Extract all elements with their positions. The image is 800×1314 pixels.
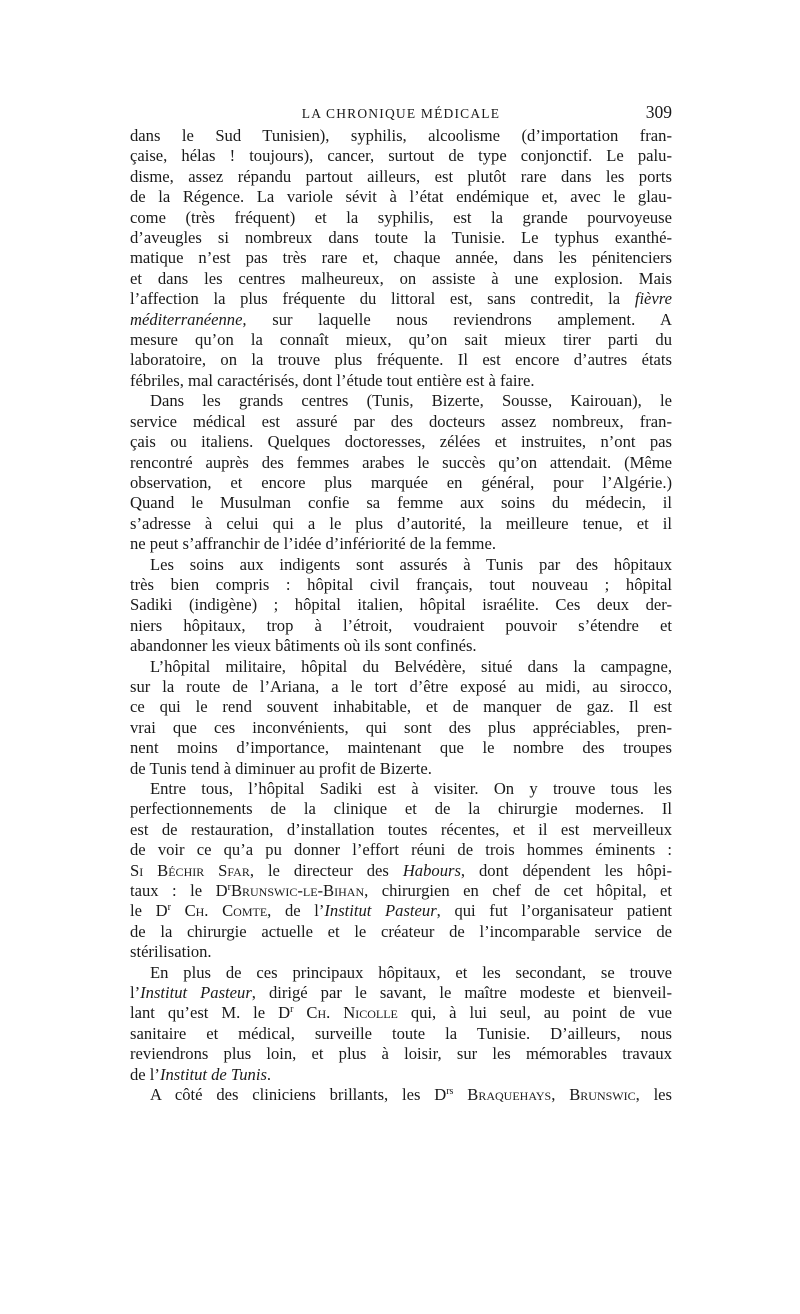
text-run: , de l’ <box>267 901 325 921</box>
text-line: de Tunis tend à diminuer au profit de Bizerte. <box>130 758 432 778</box>
italic-run: Institut de Tunis <box>159 1064 267 1084</box>
person-name: Brunswic <box>569 1085 636 1105</box>
paragraph-3 <box>130 555 672 657</box>
text-line: En plus de ces principaux hôpitaux, et les secondant, se trouve <box>150 962 672 982</box>
text-line: très bien compris : hôpital civil français, tout nouveau ; hôpital <box>130 574 672 594</box>
text-line <box>130 1003 672 1023</box>
text-line: Les soins aux indigents sont assurés à Tunis par des hôpitaux <box>150 554 672 574</box>
paragraph-7 <box>130 1085 672 1105</box>
text-line: ce qui le rend souvent inhabitable, et de manquer de gaz. Il est <box>130 697 672 717</box>
text-line: observation, et encore plus marquée en général, pour l’Algérie.) <box>130 472 672 492</box>
page-header <box>130 100 672 126</box>
person-name: Brunswic-le-Bihan <box>230 881 365 901</box>
text-line: stérilisation. <box>130 942 212 962</box>
text-line: çaise, hélas ! toujours), cancer, surtout de type conjonctif. Le palu- <box>130 146 672 166</box>
italic-run: Institut Pasteur <box>140 983 252 1003</box>
text-run: l’ <box>130 983 141 1003</box>
text-line: come (très fréquent) et la syphilis, est la grande pourvoyeuse <box>130 207 672 227</box>
text-run: , <box>551 1085 570 1105</box>
text-line <box>130 310 672 330</box>
paragraph-5 <box>130 779 672 963</box>
text-line <box>130 1065 672 1085</box>
text-run: , le directeur des <box>249 860 403 880</box>
text-line: çais ou italiens. Quelques doctoresses, zélées et instruites, n’ont pas <box>130 432 672 452</box>
text-run: taux : le D <box>130 881 228 901</box>
text-line: perfectionnements de la clinique et de la chirurgie modernes. Il <box>130 799 672 819</box>
text-run <box>293 1003 306 1022</box>
person-name: Ch. Nicolle <box>306 1003 398 1023</box>
text-line: de la Régence. La variole sévit à l’état endémique et, avec le glau- <box>130 187 672 207</box>
text-line: Quand le Musulman confie sa femme aux soins du médecin, il <box>130 493 672 513</box>
text-line <box>130 289 672 309</box>
text-line: et dans les centres malheureux, on assiste à une explosion. Mais <box>130 268 672 288</box>
person-name: Braquehays <box>467 1085 552 1105</box>
text-line: de la chirurgie actuelle et le créateur de l’incomparable service de <box>130 921 672 941</box>
person-name: Si Béchir Sfar <box>130 860 250 880</box>
page-number: 309 <box>645 102 672 122</box>
text-line <box>130 861 672 881</box>
text-run: qui, à lui seul, au point de vue <box>397 1003 672 1023</box>
text-run: , les <box>635 1085 672 1105</box>
text-line: ne peut s’affranchir de l’idée d’infériorité de la femme. <box>130 534 496 554</box>
text-run: l’affection la plus fréquente du littoral est, sans contredit, la <box>130 289 635 309</box>
text-run: le D <box>130 901 168 921</box>
text-line: dans le Sud Tunisien), syphilis, alcoolisme (d’importation fran- <box>130 126 672 145</box>
text-line: Dans les grands centres (Tunis, Bizerte, Sousse, Kairouan), le <box>150 391 672 411</box>
text-line: d’aveugles si nombreux dans toute la Tunisie. Le typhus exanthé- <box>130 228 672 248</box>
text-run <box>171 901 185 920</box>
text-line <box>130 1085 672 1105</box>
text-line: service médical est assuré par des docteurs assez nombreux, fran- <box>130 411 672 431</box>
text-run: sur laquelle nous reviendrons amplement. A <box>246 309 672 329</box>
text-line: L’hôpital militaire, hôpital du Belvédère, situé dans la campagne, <box>150 656 672 676</box>
text-line <box>130 901 672 921</box>
text-line: s’adresse à celui qui a le plus d’autorité, la meilleure tenue, et il <box>130 513 672 533</box>
paragraph-4 <box>130 657 672 779</box>
text-line: sanitaire et médical, surveille toute la Tunisie. D’ailleurs, nous <box>130 1023 672 1043</box>
text-line: mesure qu’on la connaît mieux, qu’on sait mieux tirer parti du <box>130 330 672 350</box>
paragraph-1 <box>130 126 672 391</box>
text-line: nent moins d’importance, maintenant que le nombre des troupes <box>130 738 672 758</box>
text-line: vrai que ces inconvénients, qui sont des plus appréciables, pren- <box>130 717 672 737</box>
document-page <box>130 100 672 1106</box>
text-line: rencontré auprès des femmes arabes le succès qu’on attendait. (Même <box>130 452 672 472</box>
text-run: . <box>266 1064 272 1084</box>
text-line: reviendrons plus loin, et plus à loisir, sur les mémorables travaux <box>130 1044 672 1064</box>
text-line: est de restauration, d’installation toutes récentes, et il est merveilleux <box>130 819 672 839</box>
person-name: Ch. Comte <box>184 901 268 921</box>
italic-run: méditerranéenne, <box>130 309 247 329</box>
text-run: , dirigé par le savant, le maître modeste et bienveil- <box>251 983 672 1003</box>
text-line: laboratoire, on la trouve plus fréquente. Il est encore d’autres états <box>130 350 672 370</box>
italic-run: Habours <box>402 860 461 880</box>
text-run <box>453 1085 467 1104</box>
text-line: Entre tous, l’hôpital Sadiki est à visiter. On y trouve tous les <box>150 779 672 798</box>
text-run: lant qu’est M. le D <box>130 1003 291 1023</box>
text-line <box>130 983 672 1003</box>
text-run: , chirurgien en chef de cet hôpital, et <box>364 881 672 901</box>
superscript: r <box>227 882 231 894</box>
text-line: matique n’est pas très rare et, chaque année, dans les pénitenciers <box>130 248 672 268</box>
superscript: r <box>290 1004 294 1016</box>
paragraph-2 <box>130 391 672 554</box>
text-line: sur la route de l’Ariana, a le tort d’être exposé au midi, au sirocco, <box>130 676 672 696</box>
text-line: disme, assez répandu partout ailleurs, est plutôt rare dans les ports <box>130 166 672 186</box>
italic-run: Institut Pasteur <box>324 901 437 921</box>
superscript: r <box>167 902 171 914</box>
running-title: LA CHRONIQUE MÉDICALE <box>301 106 501 121</box>
text-line <box>130 881 672 901</box>
text-line: de voir ce qu’a pu donner l’effort réuni de trois hommes éminents : <box>130 840 672 860</box>
text-run: , qui fut l’organisateur patient <box>436 901 672 921</box>
text-line: niers hôpitaux, trop à l’étroit, voudraient pouvoir s’étendre et <box>130 615 672 635</box>
text-line: Sadiki (indigène) ; hôpital italien, hôpital israélite. Ces deux der- <box>130 595 672 615</box>
paragraph-6 <box>130 963 672 1085</box>
text-run: , dont dépendent les hôpi- <box>460 860 672 880</box>
text-line: fébriles, mal caractérisés, dont l’étude tout entière est à faire. <box>130 370 535 390</box>
superscript: rs <box>446 1086 454 1098</box>
text-line: abandonner les vieux bâtiments où ils sont confinés. <box>130 636 477 656</box>
italic-run: fièvre <box>634 289 672 309</box>
text-run: de l’ <box>130 1064 160 1084</box>
text-run: A côté des cliniciens brillants, les D <box>150 1085 447 1105</box>
